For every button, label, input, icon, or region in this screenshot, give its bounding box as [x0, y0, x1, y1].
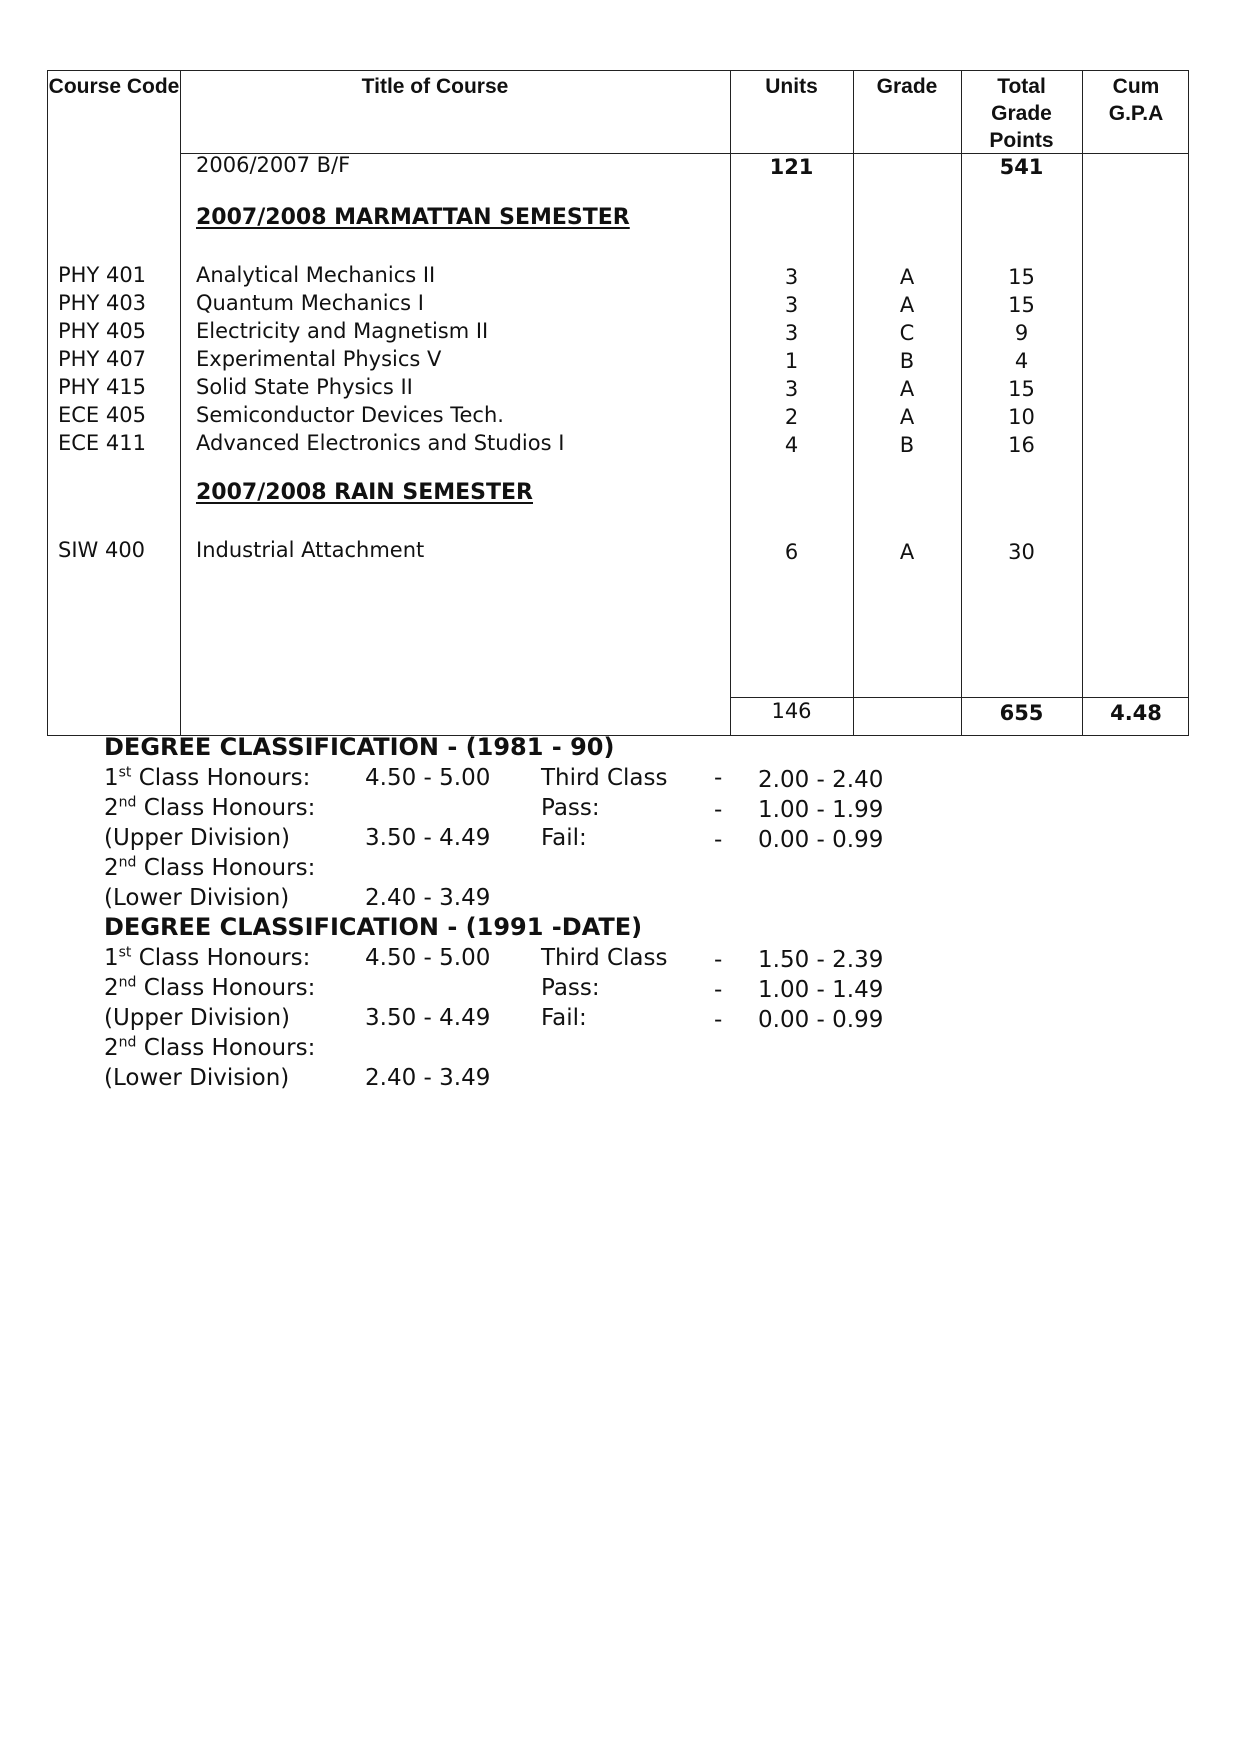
third-class-range: 1.50 - 2.39	[758, 947, 884, 973]
course-grade: B	[899, 349, 915, 373]
course-units: 4	[784, 433, 799, 457]
course-title: Analytical Mechanics II	[196, 263, 436, 287]
course-units: 3	[784, 377, 799, 401]
brought-forward-units: 121	[769, 155, 814, 179]
course-units: 1	[784, 349, 799, 373]
brought-forward-grade-points: 541	[999, 155, 1044, 179]
header-units: Units	[765, 75, 818, 98]
course-title: Solid State Physics II	[196, 375, 413, 399]
course-grade-points: 9	[1014, 321, 1029, 345]
second-class-lower-label: 2nd Class Honours:	[104, 1034, 316, 1061]
upper-division-label: (Upper Division)	[104, 1005, 291, 1031]
course-title: Advanced Electronics and Studios I	[196, 431, 565, 455]
transcript-table	[47, 70, 1189, 736]
header-grade: Grade	[876, 75, 938, 98]
course-grade-points: 15	[1008, 265, 1035, 289]
course-code: PHY 403	[58, 291, 147, 315]
pass-label: Pass:	[541, 795, 600, 821]
course-code: ECE 411	[58, 431, 146, 455]
pass-label: Pass:	[541, 975, 600, 1001]
header-course-title: Title of Course	[361, 75, 509, 98]
dash: -	[714, 765, 723, 791]
course-grade: A	[899, 405, 915, 429]
course-units: 3	[784, 321, 799, 345]
course-grade: B	[899, 433, 915, 457]
total-grade-points: 655	[999, 701, 1044, 725]
course-grade-points: 30	[1008, 540, 1035, 564]
upper-division-range: 3.50 - 4.49	[365, 825, 491, 851]
fail-label: Fail:	[541, 1005, 587, 1031]
lower-division-range: 2.40 - 3.49	[365, 1065, 491, 1091]
course-grade: C	[899, 321, 915, 345]
classification-title: DEGREE CLASSIFICATION - (1991 -DATE)	[104, 913, 643, 941]
header-total-grade-points: Total Grade Points	[989, 75, 1054, 152]
upper-division-label: (Upper Division)	[104, 825, 291, 851]
course-units: 6	[784, 540, 799, 564]
course-units: 3	[784, 293, 799, 317]
course-grade: A	[899, 540, 915, 564]
course-title: Experimental Physics V	[196, 347, 442, 371]
first-class-label: 1st Class Honours:	[104, 764, 311, 791]
header-cum-gpa: Cum G.P.A	[1108, 75, 1164, 125]
course-code: ECE 405	[58, 403, 146, 427]
first-class-label: 1st Class Honours:	[104, 944, 311, 971]
course-code: PHY 407	[58, 347, 147, 371]
dash: -	[714, 977, 723, 1003]
course-grade-points: 4	[1014, 349, 1029, 373]
course-grade-points: 16	[1008, 433, 1035, 457]
course-grade-points: 10	[1008, 405, 1035, 429]
course-grade: A	[899, 293, 915, 317]
dash: -	[714, 947, 723, 973]
dash: -	[714, 797, 723, 823]
course-grade: A	[899, 265, 915, 289]
third-class-label: Third Class	[541, 945, 668, 971]
column-divider	[1082, 71, 1083, 735]
course-grade-points: 15	[1008, 293, 1035, 317]
pass-range: 1.00 - 1.49	[758, 977, 884, 1003]
pass-range: 1.00 - 1.99	[758, 797, 884, 823]
course-units: 2	[784, 405, 799, 429]
course-code: PHY 401	[58, 263, 147, 287]
course-grade: A	[899, 377, 915, 401]
upper-division-range: 3.50 - 4.49	[365, 1005, 491, 1031]
third-class-range: 2.00 - 2.40	[758, 767, 884, 793]
course-title: Industrial Attachment	[196, 538, 425, 562]
course-units: 3	[784, 265, 799, 289]
second-class-label: 2nd Class Honours:	[104, 974, 316, 1001]
lower-division-range: 2.40 - 3.49	[365, 885, 491, 911]
brought-forward-label: 2006/2007 B/F	[196, 153, 351, 177]
header-course-code: Course Code	[48, 75, 180, 98]
total-units: 146	[771, 699, 812, 723]
course-title: Electricity and Magnetism II	[196, 319, 489, 343]
classification-title: DEGREE CLASSIFICATION - (1981 - 90)	[104, 733, 615, 761]
fail-label: Fail:	[541, 825, 587, 851]
course-title: Semiconductor Devices Tech.	[196, 403, 504, 427]
fail-range: 0.00 - 0.99	[758, 1007, 884, 1033]
dash: -	[714, 1007, 723, 1033]
course-title: Quantum Mechanics I	[196, 291, 424, 315]
course-code: PHY 405	[58, 319, 147, 343]
third-class-label: Third Class	[541, 765, 668, 791]
semester-heading: 2007/2008 MARMATTAN SEMESTER	[196, 205, 630, 230]
lower-division-label: (Lower Division)	[104, 885, 290, 911]
lower-division-label: (Lower Division)	[104, 1065, 290, 1091]
dash: -	[714, 827, 723, 853]
course-code: SIW 400	[58, 538, 146, 562]
cumulative-gpa: 4.48	[1110, 701, 1162, 725]
fail-range: 0.00 - 0.99	[758, 827, 884, 853]
first-class-range: 4.50 - 5.00	[365, 945, 491, 971]
course-grade-points: 15	[1008, 377, 1035, 401]
first-class-range: 4.50 - 5.00	[365, 765, 491, 791]
second-class-label: 2nd Class Honours:	[104, 794, 316, 821]
column-divider	[180, 71, 181, 735]
second-class-lower-label: 2nd Class Honours:	[104, 854, 316, 881]
course-code: PHY 415	[58, 375, 147, 399]
semester-heading: 2007/2008 RAIN SEMESTER	[196, 480, 533, 505]
